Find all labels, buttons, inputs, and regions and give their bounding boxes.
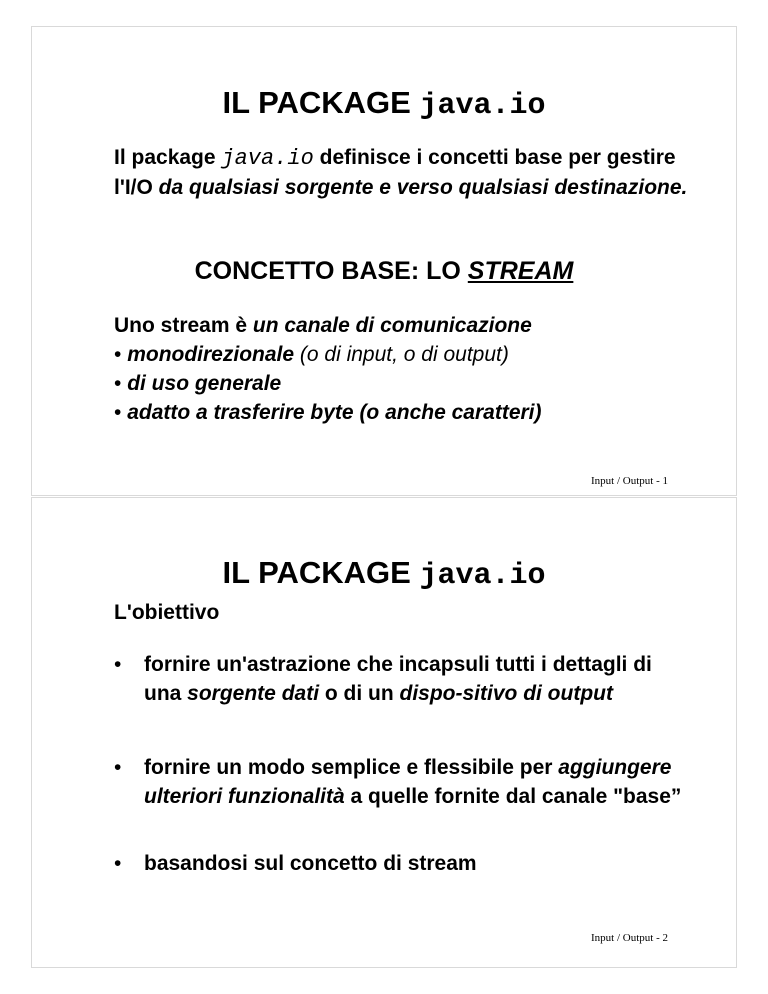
- slide-2: [31, 497, 737, 968]
- bullet-2: [114, 369, 714, 398]
- bullet-2-emph: di uso generale: [127, 372, 282, 395]
- bullet-1-rest: (o di input, o di output): [294, 343, 509, 366]
- bullet-1-emph: monodirezionale: [127, 343, 295, 366]
- bullet-dot: •: [114, 343, 128, 366]
- stream-intro: [114, 311, 714, 340]
- slide-1-title: [32, 85, 736, 123]
- para-code: java.io: [221, 146, 314, 171]
- slide-2-footer: Input / Output - 2: [591, 932, 668, 944]
- para-mid: definisce i concetti base per gestire l'I/O: [114, 146, 676, 199]
- b2-i1: aggiungere ulteriori funzionalità: [144, 756, 672, 808]
- bullet-1: [114, 340, 714, 369]
- slide-1-footer: Input / Output - 1: [591, 475, 668, 487]
- bullet-dot: •: [114, 401, 128, 424]
- intro-paragraph: [114, 143, 714, 202]
- b1-i2: dispo-sitivo di output: [399, 682, 613, 705]
- subtitle-stream: STREAM: [467, 257, 574, 285]
- stream-intro-pre: Uno stream è: [114, 314, 253, 337]
- para-pre: Il package: [114, 146, 222, 169]
- bullet-3-emph: adatto a trasferire byte (o anche caratteri): [127, 401, 542, 424]
- concept-subtitle: [32, 257, 736, 286]
- stream-definition: [114, 311, 714, 427]
- bullet-dot: •: [114, 756, 122, 779]
- bullet-3: [114, 398, 714, 427]
- objective-bullet-1-text: [144, 650, 692, 708]
- stream-intro-italic: un canale di comunicazione: [252, 314, 532, 337]
- slide-1: [31, 26, 737, 496]
- bullet-dot: •: [114, 852, 122, 875]
- bullet-dot: •: [114, 372, 128, 395]
- objective-bullet-3-text: basandosi sul concetto di stream: [144, 852, 477, 875]
- objective-heading: L'obiettivo: [114, 601, 220, 624]
- objective-bullet-2-text: [144, 753, 692, 811]
- b2-t1: fornire un modo semplice e flessibile per: [144, 756, 559, 779]
- title-code: java.io: [419, 559, 546, 593]
- b1-t2: o di un: [319, 682, 400, 705]
- b1-i1: sorgente dati: [187, 682, 320, 705]
- title-code: java.io: [419, 89, 546, 123]
- slide-2-title: [32, 555, 736, 593]
- para-italic: da qualsiasi sorgente e verso qualsiasi destinazione.: [158, 176, 688, 199]
- objective-bullet-3: [114, 849, 694, 879]
- title-text: IL PACKAGE: [222, 85, 420, 120]
- objective-bullet-2: [114, 753, 694, 843]
- objective-bullet-1: [114, 650, 694, 740]
- title-text: IL PACKAGE: [222, 555, 420, 590]
- bullet-dot: •: [114, 653, 122, 676]
- b2-t2: a quelle fornite dal canale "base”: [344, 785, 682, 808]
- subtitle-pre: CONCETTO BASE: LO: [194, 257, 468, 285]
- b1-t1: fornire un'astrazione che incapsuli tutti i dettagli di una: [144, 653, 652, 705]
